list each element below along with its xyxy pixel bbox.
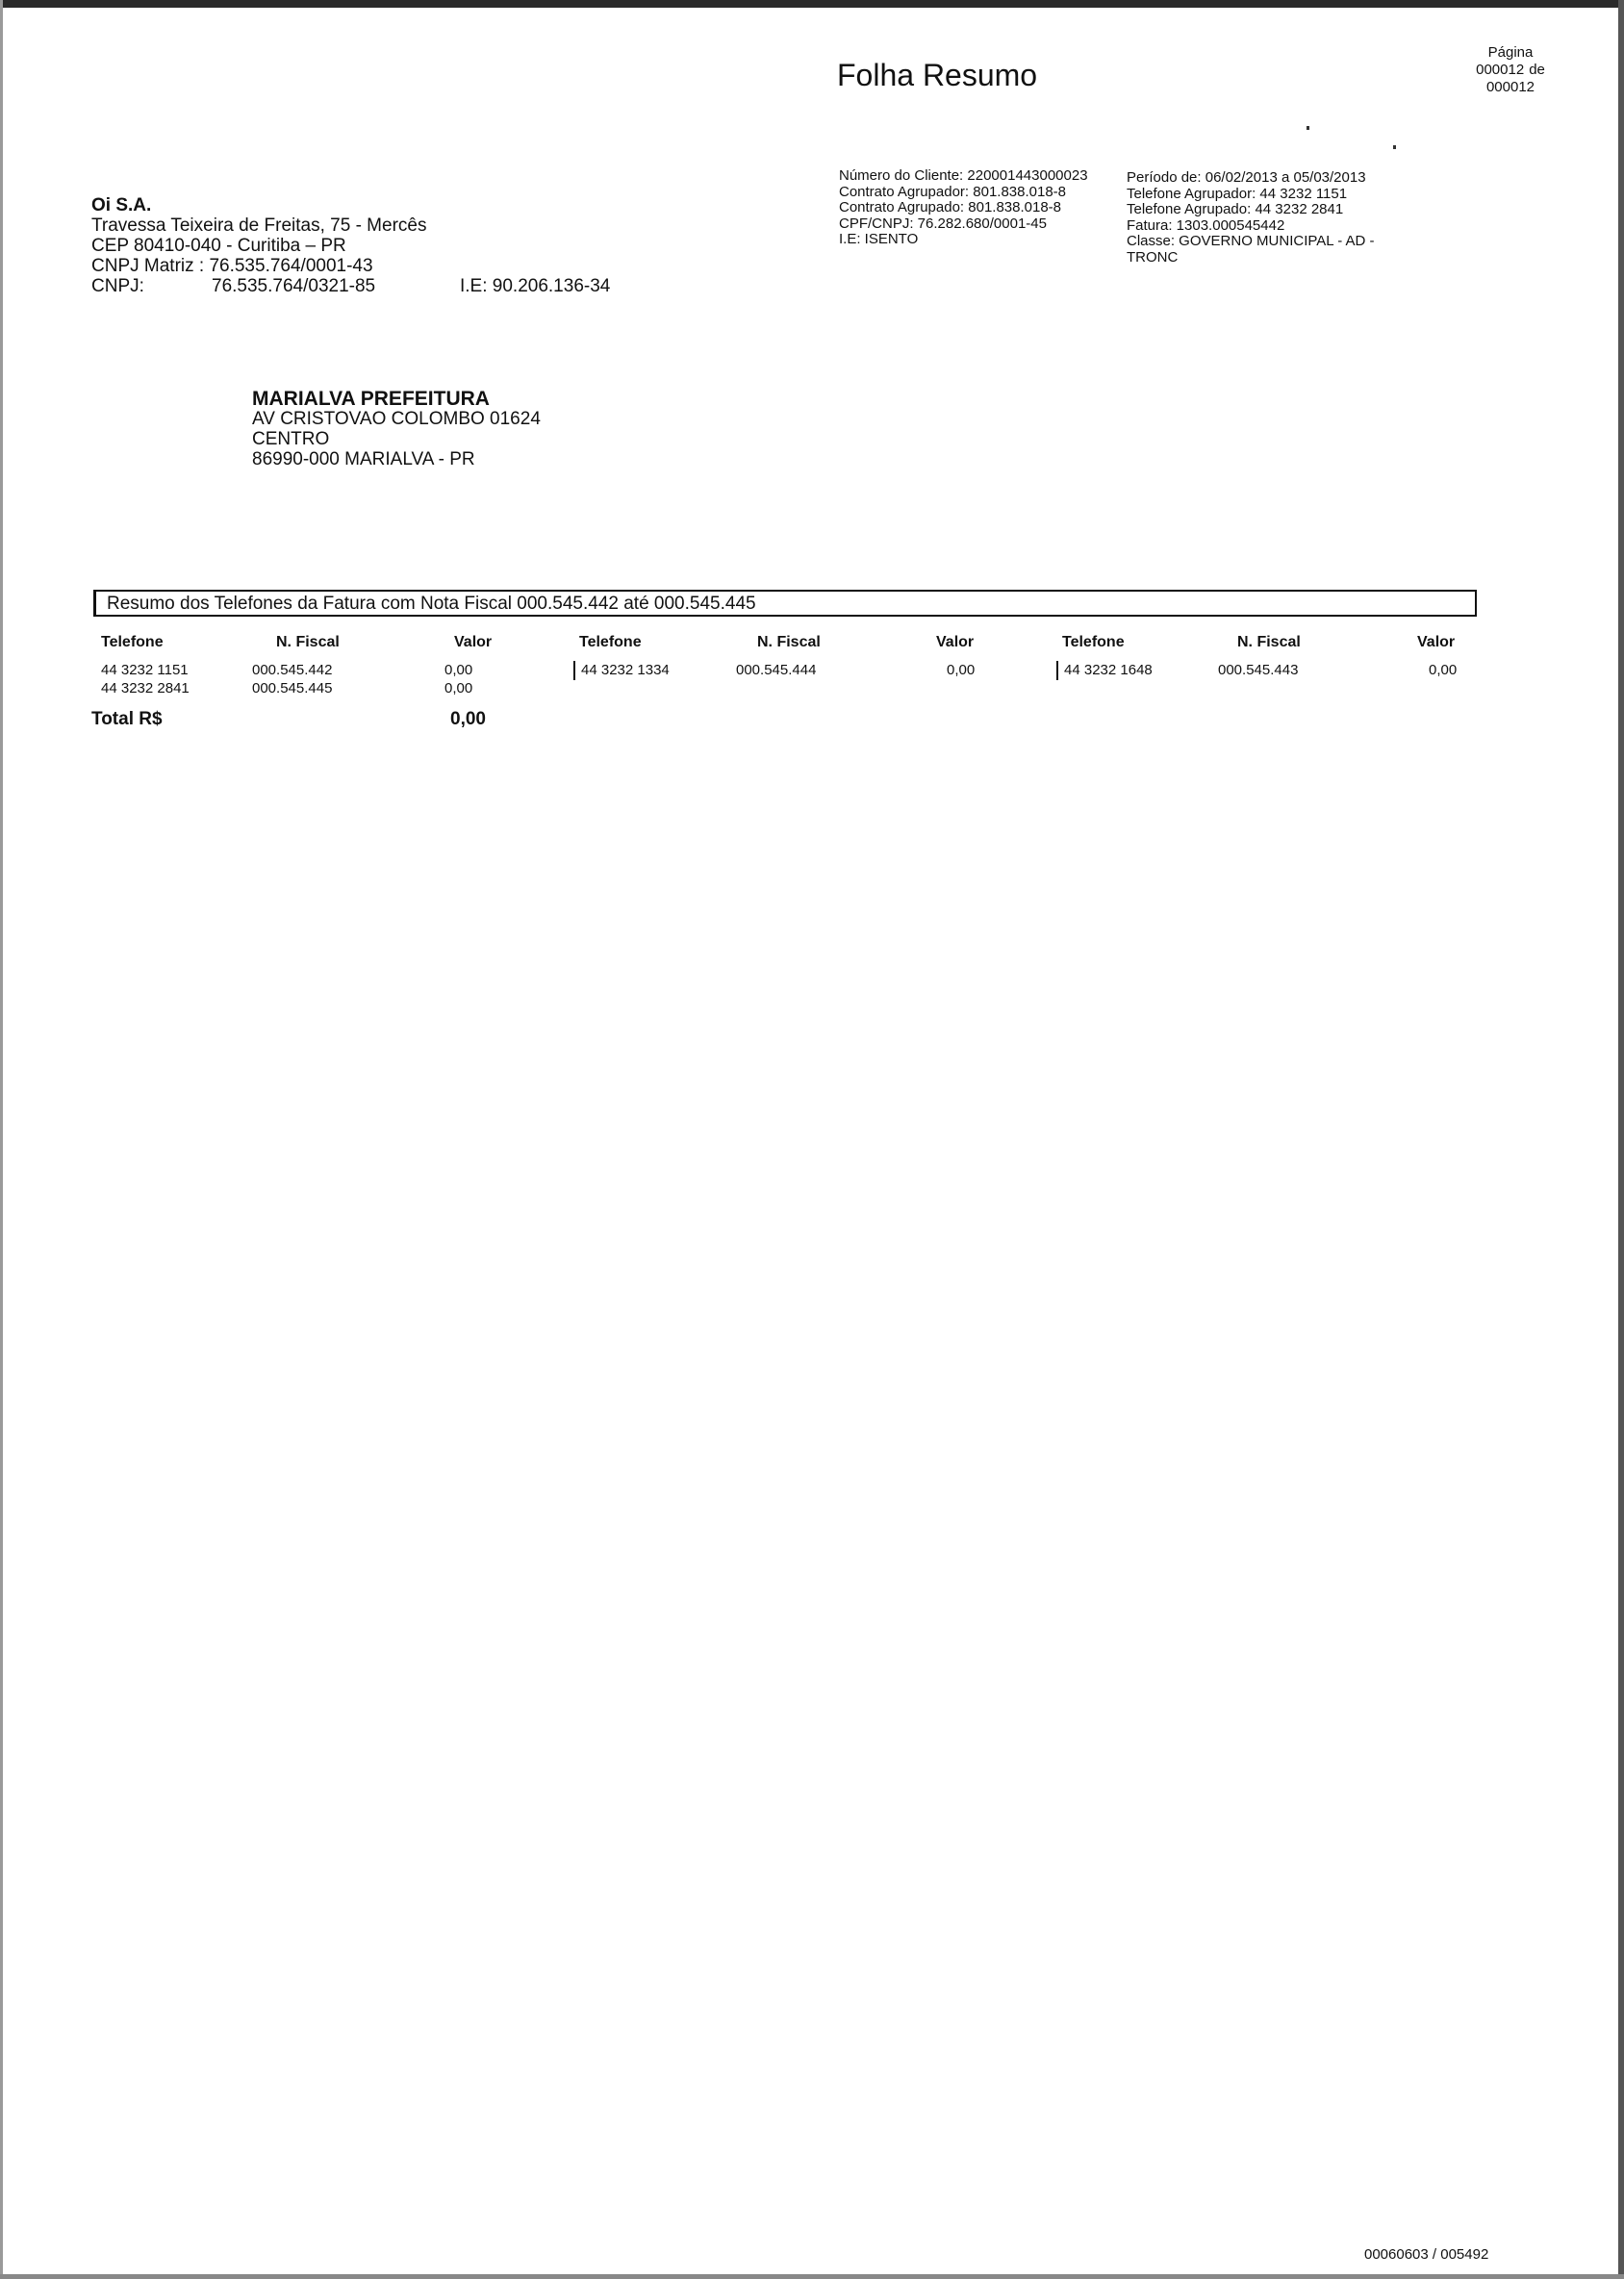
recipient-block bbox=[252, 389, 541, 469]
issuer-address: Travessa Teixeira de Freitas, 75 - Mercês bbox=[91, 215, 427, 236]
document-code: 00060603 / 005492 bbox=[1364, 2246, 1489, 2263]
page-label: Página bbox=[1487, 44, 1534, 61]
phone-aggregated: Telefone Agrupado: 44 3232 2841 bbox=[1127, 201, 1344, 217]
col-header-valor: Valor bbox=[454, 634, 493, 650]
col-header-valor: Valor bbox=[1417, 634, 1456, 650]
col-header-telefone: Telefone bbox=[579, 634, 642, 650]
recipient-address: AV CRISTOVAO COLOMBO 01624 bbox=[252, 409, 541, 429]
billing-period: Período de: 06/02/2013 a 05/03/2013 bbox=[1127, 169, 1366, 186]
col-header-valor: Valor bbox=[936, 634, 975, 650]
scan-speck bbox=[1393, 145, 1396, 149]
page-total: 000012 bbox=[1485, 79, 1535, 95]
cell-nfiscal: 000.545.443 bbox=[1218, 662, 1299, 678]
cell-nfiscal: 000.545.444 bbox=[736, 662, 817, 678]
col-header-telefone: Telefone bbox=[101, 634, 164, 650]
summary-heading-box bbox=[93, 590, 1477, 617]
issuer-name: Oi S.A. bbox=[91, 195, 152, 215]
recipient-city: 86990-000 MARIALVA - PR bbox=[252, 449, 475, 469]
issuer-cnpj-label: CNPJ: bbox=[91, 276, 144, 296]
summary-heading: Resumo dos Telefones da Fatura com Nota Fiscal 000.545.442 até 000.545.445 bbox=[107, 594, 756, 614]
cell-valor: 0,00 bbox=[444, 662, 473, 678]
issuer-block bbox=[91, 195, 610, 296]
cell-valor: 0,00 bbox=[1429, 662, 1458, 678]
scan-right-edge bbox=[1618, 0, 1624, 2279]
issuer-cnpj-matriz: CNPJ Matriz : 76.535.764/0001-43 bbox=[91, 256, 373, 276]
col-header-nfiscal: N. Fiscal bbox=[1237, 634, 1301, 650]
scan-bottom-edge bbox=[0, 2274, 1624, 2279]
client-cpf-cnpj: CPF/CNPJ: 76.282.680/0001-45 bbox=[839, 215, 1047, 232]
client-class-cont: TRONC bbox=[1127, 248, 1179, 266]
scan-top-edge bbox=[0, 0, 1624, 8]
total-value: 0,00 bbox=[450, 709, 486, 729]
issuer-cnpj-value: 76.535.764/0321-85 bbox=[212, 276, 376, 296]
scan-speck bbox=[1307, 126, 1309, 130]
group-separator-bar bbox=[1056, 661, 1058, 680]
issuer-cnpj-row bbox=[91, 276, 610, 296]
page-current-line bbox=[1462, 62, 1559, 79]
col-header-nfiscal: N. Fiscal bbox=[276, 634, 340, 650]
invoice-number: Fatura: 1303.000545442 bbox=[1127, 216, 1285, 234]
col-header-nfiscal: N. Fiscal bbox=[757, 634, 821, 650]
client-ie: I.E: ISENTO bbox=[839, 231, 919, 247]
cell-telefone: 44 3232 1151 bbox=[101, 662, 189, 678]
client-number: Número do Cliente: 220001443000023 bbox=[839, 167, 1088, 184]
client-info-block bbox=[839, 168, 1088, 248]
cell-telefone: 44 3232 2841 bbox=[101, 680, 190, 696]
phone-aggregator: Telefone Agrupador: 44 3232 1151 bbox=[1127, 185, 1348, 202]
cell-telefone: 44 3232 1648 bbox=[1064, 662, 1153, 678]
group-separator-bar bbox=[573, 661, 575, 680]
contract-aggregated: Contrato Agrupado: 801.838.018-8 bbox=[839, 199, 1062, 215]
recipient-district: CENTRO bbox=[252, 429, 330, 449]
issuer-ie: I.E: 90.206.136-34 bbox=[460, 276, 611, 296]
page-current: 000012 bbox=[1476, 62, 1525, 78]
total-label: Total R$ bbox=[91, 709, 163, 729]
cell-telefone: 44 3232 1334 bbox=[581, 662, 670, 678]
col-header-telefone: Telefone bbox=[1062, 634, 1125, 650]
cell-valor: 0,00 bbox=[947, 662, 976, 678]
page-title: Folha Resumo bbox=[837, 58, 1038, 92]
recipient-name: MARIALVA PREFEITURA bbox=[252, 388, 490, 410]
contract-aggregator: Contrato Agrupador: 801.838.018-8 bbox=[839, 183, 1067, 200]
scan-left-edge bbox=[0, 0, 3, 2279]
cell-nfiscal: 000.545.442 bbox=[252, 662, 333, 678]
cell-nfiscal: 000.545.445 bbox=[252, 680, 333, 696]
period-info-block bbox=[1127, 170, 1375, 266]
client-class: Classe: GOVERNO MUNICIPAL - AD - bbox=[1127, 233, 1375, 249]
page-separator: de bbox=[1529, 62, 1545, 78]
issuer-cep: CEP 80410-040 - Curitiba – PR bbox=[91, 236, 346, 256]
cell-valor: 0,00 bbox=[444, 680, 473, 696]
page-indicator bbox=[1462, 44, 1559, 96]
